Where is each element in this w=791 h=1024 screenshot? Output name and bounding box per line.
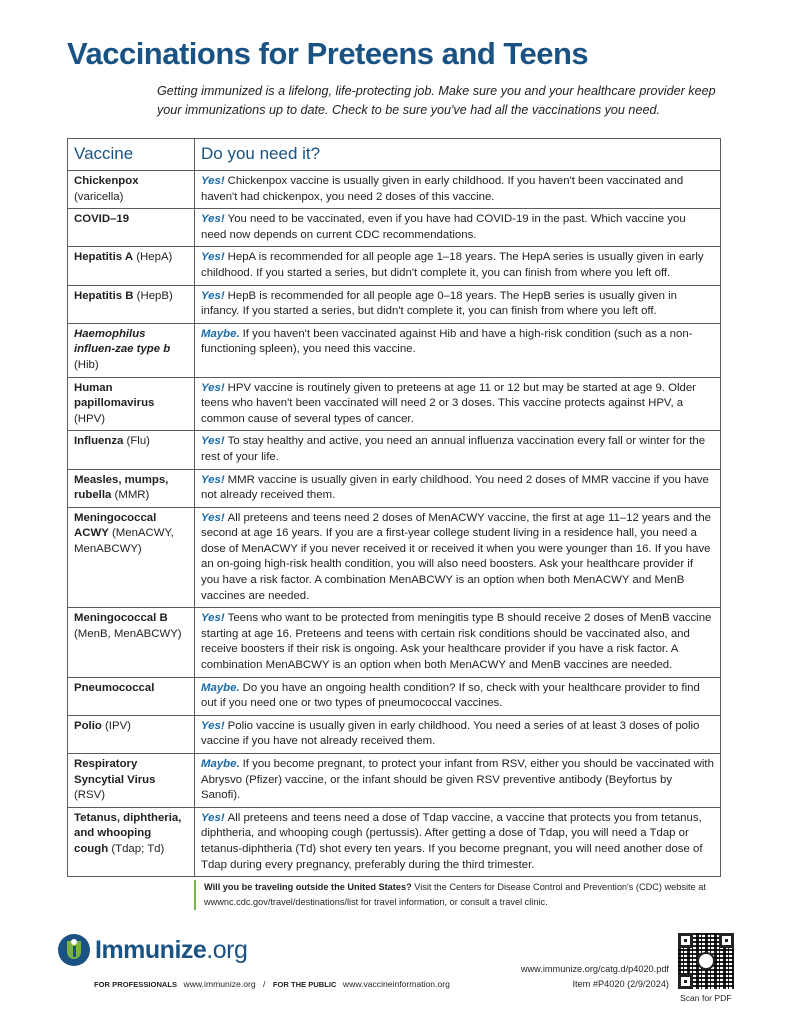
vaccine-abbrev: (RSV): [74, 789, 106, 802]
vaccine-table: [67, 138, 721, 877]
table-row: [68, 677, 721, 715]
page-title: Vaccinations for Preteens and Teens: [67, 36, 589, 71]
vaccine-name: Human papillomavirus: [74, 381, 155, 410]
header-need: Do you need it?: [195, 139, 721, 171]
table-row: [68, 754, 721, 808]
vaccine-name: Measles, mumps, rubella: [74, 473, 169, 502]
vaccine-name-cell: [68, 507, 195, 608]
need-cell: [195, 507, 721, 608]
need-cell: [195, 247, 721, 285]
table-row: [68, 469, 721, 507]
vaccine-name-cell: [68, 377, 195, 431]
table-row: [68, 377, 721, 431]
recommendation-badge: Yes!: [201, 612, 225, 625]
vaccine-abbrev: (HPV): [74, 412, 106, 425]
vaccine-abbrev: (Tdap; Td): [111, 842, 165, 855]
vaccine-abbrev: (Hib): [74, 358, 99, 371]
vaccine-abbrev: (Flu): [126, 435, 150, 448]
vaccine-abbrev: (varicella): [74, 190, 124, 203]
recommendation-text: Chickenpox vaccine is usually given in early childhood. If you haven't been vaccinated and haven't had chickenpox, you need 2 doses of this vaccine.: [201, 175, 684, 203]
vaccine-name-cell: [68, 285, 195, 323]
recommendation-text: If you become pregnant, to protect your infant from RSV, either you should be vaccinated with Abrysvo (Pfizer) vaccine, or the infant should be given RSV preventive antibody (Beyfortus by Sanofi).: [201, 758, 714, 802]
vaccine-name-cell: [68, 247, 195, 285]
table-row: [68, 247, 721, 285]
vaccine-name-cell: [68, 608, 195, 677]
recommendation-text: Do you have an ongoing health condition? If so, check with your healthcare provider to find out if you need one or two types of pneumococcal vaccines.: [201, 681, 700, 710]
travel-text: Visit the Centers for Disease Control and Prevention's (CDC) website at wwwnc.cdc.gov/travel/destinations/list for travel information, or consult a travel clinic.: [204, 882, 706, 907]
recommendation-text: Polio vaccine is usually given in early childhood. You need a series of at least 3 doses of polio vaccine if you have not already received them.: [201, 719, 700, 748]
immunize-logo: [58, 934, 247, 966]
table-row: [68, 209, 721, 247]
public-label: FOR THE PUBLIC: [272, 980, 337, 989]
need-cell: [195, 807, 721, 876]
need-cell: [195, 715, 721, 753]
recommendation-badge: Yes!: [201, 175, 225, 187]
table-row: [68, 431, 721, 469]
recommendation-text: All preteens and teens need 2 doses of MenACWY vaccine, the first at age 11–12 years and the second at age 16 years. If you are a first-year college student living in a residence hall, you need a dose of MenACWY if you never received it or received it when you were younger than 16. If you have an on-going high-risk health condition, you will also need boosters. Ask your healthcare provider if you have a risk factor. A combination MenABCWY is an option when both MenACWY and MenB vaccines are needed.: [201, 511, 711, 602]
vaccine-name-cell: [68, 715, 195, 753]
recommendation-badge: Yes!: [201, 511, 225, 524]
need-cell: [195, 323, 721, 377]
recommendation-badge: Maybe.: [201, 758, 240, 770]
pdf-link[interactable]: www.immunize.org/catg.d/p4020.pdf: [520, 964, 669, 974]
vaccine-abbrev: (IPV): [105, 719, 131, 732]
header-vaccine: Vaccine: [68, 139, 195, 171]
need-cell: [195, 171, 721, 209]
vaccine-name: COVID–19: [74, 213, 130, 226]
vaccine-name: Influenza: [74, 435, 124, 448]
recommendation-badge: Yes!: [201, 251, 225, 264]
qr-code-icon: [678, 933, 734, 989]
recommendation-badge: Yes!: [201, 811, 225, 824]
recommendation-badge: Yes!: [201, 381, 225, 394]
recommendation-badge: Yes!: [201, 719, 225, 732]
need-cell: [195, 469, 721, 507]
need-cell: [195, 209, 721, 247]
travel-note: [194, 880, 714, 910]
need-cell: [195, 431, 721, 469]
vaccine-abbrev: (MenB, MenABCWY): [74, 627, 182, 640]
qr-caption: Scan for PDF: [680, 993, 732, 1003]
vaccine-abbrev: (MenACWY, MenABCWY): [74, 527, 174, 555]
vaccine-abbrev: (HepA): [136, 251, 173, 264]
need-cell: [195, 754, 721, 808]
immunize-logo-icon: [58, 934, 90, 966]
professionals-link[interactable]: www.immunize.org: [183, 979, 256, 989]
table-row: [68, 715, 721, 753]
recommendation-text: MMR vaccine is usually given in early childhood. You need 2 doses of MMR vaccine if you have not already received them.: [201, 473, 709, 502]
vaccine-name-cell: [68, 807, 195, 876]
table-row: [68, 507, 721, 608]
vaccine-name: Polio: [74, 719, 102, 732]
table-row: [68, 171, 721, 209]
vaccine-name-cell: [68, 323, 195, 377]
vaccine-name: Hepatitis B: [74, 289, 134, 302]
recommendation-text: HPV vaccine is routinely given to preteens at age 11 or 12 but may be started at age 9. Older teens who haven't been vaccinated will need 2 or 3 doses. This vaccine protects against HPV, a common cause of several types of cancer.: [201, 381, 696, 425]
recommendation-text: HepA is recommended for all people age 1–18 years. The HepA series is usually given in early childhood. If you started a series, but didn't complete it, you can finish from where you left off.: [201, 251, 704, 279]
recommendation-badge: Yes!: [201, 213, 225, 226]
professionals-label: FOR PROFESSIONALS: [94, 980, 178, 989]
recommendation-text: HepB is recommended for all people age 0–18 years. The HepB series is usually given in infancy. If you started a series, but didn't complete it, you can finish from where you left off.: [201, 289, 677, 318]
vaccine-name-cell: [68, 754, 195, 808]
recommendation-text: If you haven't been vaccinated against Hib and have a high-risk condition (such as a non-functioning spleen), you need this vaccine.: [201, 327, 693, 356]
intro-text: Getting immunized is a lifelong, life-protecting job. Make sure you and your healthcare provider keep your immunizations up to date. Check to be sure you've had all the vaccinations you need.: [157, 84, 716, 117]
vaccine-name-cell: [68, 677, 195, 715]
recommendation-text: Teens who want to be protected from meningitis type B should receive 2 doses of MenB vaccine starting at age 16. Preteens and teens with certain risk conditions should be vaccinated also, and receive boosters if their risk is ongoing. Ask your healthcare provider if you have a risk factor. A combination MenABCWY is an option when both MenACWY and MenB vaccines are needed.: [201, 612, 712, 672]
vaccine-name: Chickenpox: [74, 175, 139, 187]
vaccine-name-cell: [68, 171, 195, 209]
vaccine-name: Hepatitis A: [74, 251, 134, 264]
recommendation-text: All preteens and teens need a dose of Tdap vaccine, a vaccine that protects you from tetanus, diphtheria, and whooping cough (pertussis). After getting a dose of Tdap, you will need a Tdap or tetanus-diphtheria (Td) shot every ten years. If you become pregnant, you will need another dose of Tdap during every pregnancy, preferably during the third trimester.: [201, 811, 703, 871]
footer-links: [94, 979, 450, 989]
need-cell: [195, 677, 721, 715]
vaccine-name: Tetanus, diphtheria, and whooping cough: [74, 811, 182, 855]
table-row: [68, 807, 721, 876]
vaccine-abbrev: (MMR): [114, 489, 150, 502]
vaccine-name-cell: [68, 469, 195, 507]
vaccine-name-cell: [68, 431, 195, 469]
vaccine-abbrev: (HepB): [136, 289, 173, 302]
need-cell: [195, 285, 721, 323]
table-row: [68, 323, 721, 377]
recommendation-badge: Yes!: [201, 289, 225, 302]
public-link[interactable]: www.vaccineinformation.org: [342, 979, 450, 989]
vaccine-name: Meningococcal B: [74, 612, 168, 625]
vaccine-name: Respiratory Syncytial Virus: [74, 758, 156, 786]
recommendation-badge: Yes!: [201, 473, 225, 486]
item-number: Item #P4020 (2/9/2024): [572, 979, 669, 989]
vaccine-name-cell: [68, 209, 195, 247]
logo-wordmark: Immunize.org: [95, 935, 248, 964]
recommendation-badge: Maybe.: [201, 681, 240, 694]
recommendation-badge: Yes!: [201, 435, 225, 448]
vaccine-name: Meningococcal ACWY: [74, 511, 157, 540]
table-row: [68, 608, 721, 677]
need-cell: [195, 377, 721, 431]
recommendation-text: You need to be vaccinated, even if you have had COVID-19 in the past. Which vaccine you need now depends on current CDC recommendations.: [201, 213, 686, 241]
vaccine-name: Haemophilus influen-zae type b: [74, 327, 171, 356]
need-cell: [195, 608, 721, 677]
recommendation-text: To stay healthy and active, you need an annual influenza vaccination every fall or winter for the rest of your life.: [201, 435, 706, 463]
pdf-info: [521, 962, 669, 992]
table-header-row: [68, 139, 721, 171]
recommendation-badge: Maybe.: [201, 327, 240, 340]
travel-question: Will you be traveling outside the United States?: [204, 882, 412, 892]
vaccine-name: Pneumococcal: [74, 681, 155, 694]
table-row: [68, 285, 721, 323]
footer-separator: /: [263, 979, 266, 989]
